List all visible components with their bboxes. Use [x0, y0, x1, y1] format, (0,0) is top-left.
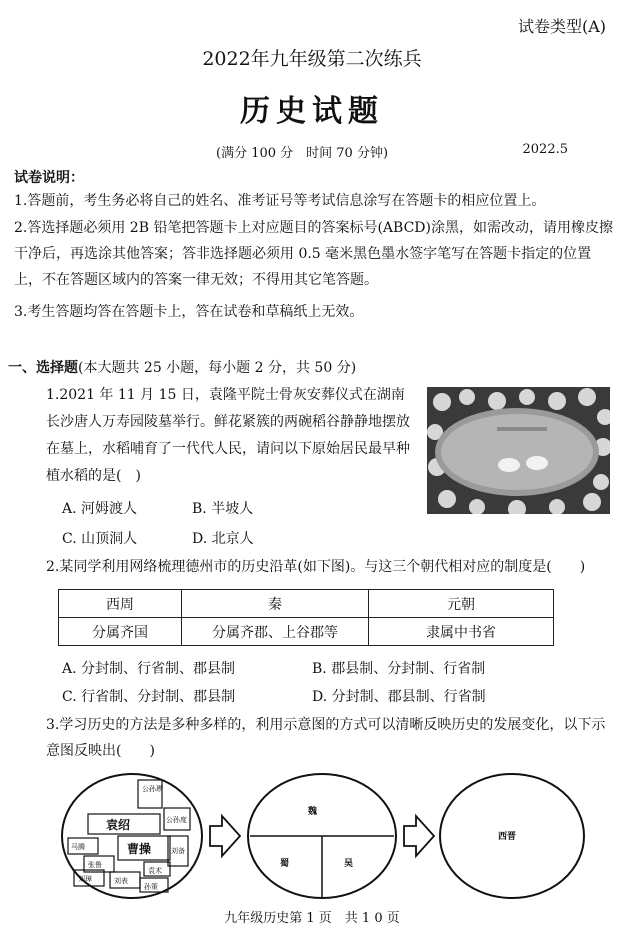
- diagram-label: 马腾: [71, 843, 85, 851]
- q2-option-d: D. 分封制、郡县制、行省制: [312, 689, 486, 705]
- diagram-label: 袁绍: [106, 818, 131, 832]
- note-1: 1.答题前，考生务必将自己的姓名、准考证号等考试信息涂写在答题卡的相应位置上。: [14, 193, 546, 209]
- exam-meta: (满分 100 分 时间 70 分钟): [216, 146, 389, 161]
- diagram-label: 公孙瓒: [142, 785, 163, 793]
- history-diagram: [60, 772, 600, 902]
- page-footer: 九年级历史第 1 页 共 1 0 页: [224, 911, 400, 926]
- notes-title: 试卷说明：: [14, 170, 84, 186]
- diagram-label: 吴: [344, 859, 354, 869]
- tomb-photo: [427, 387, 610, 514]
- q2-option-b: B. 郡县制、分封制、行省制: [312, 661, 486, 677]
- table-header-cell: 秦: [182, 590, 369, 618]
- diagram-label: 西晋: [498, 832, 517, 842]
- subject-title: 历史试题: [240, 94, 384, 129]
- table-header-cell: 元朝: [369, 590, 554, 618]
- table-cell: 隶属中书省: [369, 618, 554, 646]
- diagram-label: 刘璋: [78, 875, 92, 883]
- question-1-text: 1.2021 年 11 月 15 日，袁隆平院士骨灰安葬仪式在湖南长沙唐人万寿园陵墓举行。鲜花紧簇的两碗稻谷静静地摆放在墓上，水稻哺育了一代代人民，请问以下原始居民最早种植水稻的是( ): [46, 387, 410, 484]
- q1-option-b: B. 半坡人: [192, 501, 254, 517]
- arrow-icon: [210, 816, 240, 856]
- section-1-title: 一、选择题: [8, 360, 78, 376]
- q1-option-d: D. 北京人: [192, 531, 254, 547]
- diagram-label: 刘表: [114, 877, 128, 885]
- table-header-row: [59, 590, 554, 618]
- exam-date: 2022.5: [522, 142, 568, 157]
- diagram-label: 孙策: [144, 883, 158, 891]
- history-table: [58, 589, 554, 646]
- section-1-desc: (本大题共 25 小题，每小题 2 分，共 50 分): [78, 360, 357, 376]
- note-2: 2.答选择题必须用 2B 铅笔把答题卡上对应题目的答案标号(ABCD)涂黑，如需改动，请用橡皮擦干净后，再选涂其他答案；答非选择题必须用 0.5 毫米黑色墨水签字笔写在答题卡指定的位置上，不在答题区域内的答案一律无效；不得用其它笔答题。: [14, 220, 613, 288]
- exam-title: 2022年九年级第二次练兵: [202, 48, 422, 70]
- diagram-label: 魏: [308, 807, 318, 817]
- section-1-heading: [8, 357, 356, 377]
- diagram-label: 曹操: [127, 842, 152, 856]
- table-header-cell: 西周: [59, 590, 182, 618]
- question-3-text: 3.学习历史的方法是多种多样的，利用示意图的方式可以清晰反映历史的发展变化，以下示意图反映出( ): [46, 717, 606, 759]
- arrow-icon: [404, 816, 434, 856]
- diagram-label: 刘备: [171, 847, 185, 855]
- note-3: 3.考生答题均答在答题卡上，答在试卷和草稿纸上无效。: [14, 304, 364, 320]
- diagram-label: 张鲁: [88, 861, 102, 869]
- table-row: [59, 618, 554, 646]
- paper-type: 试卷类型(A): [517, 17, 606, 36]
- diagram-label: 蜀: [280, 859, 290, 869]
- diagram-label: 袁术: [148, 867, 162, 875]
- table-cell: 分属齐国: [59, 618, 182, 646]
- q2-option-c: C. 行省制、分封制、郡县制: [62, 689, 236, 705]
- q1-option-a: A. 河姆渡人: [62, 501, 138, 517]
- table-cell: 分属齐郡、上谷郡等: [182, 618, 369, 646]
- question-2-text: 2.某同学利用网络梳理德州市的历史沿革(如下图)。与这三个朝代相对应的制度是( ): [46, 559, 586, 575]
- q2-option-a: A. 分封制、行省制、郡县制: [62, 661, 236, 677]
- q1-option-c: C. 山顶洞人: [62, 531, 138, 547]
- diagram-label: 公孙度: [166, 816, 187, 824]
